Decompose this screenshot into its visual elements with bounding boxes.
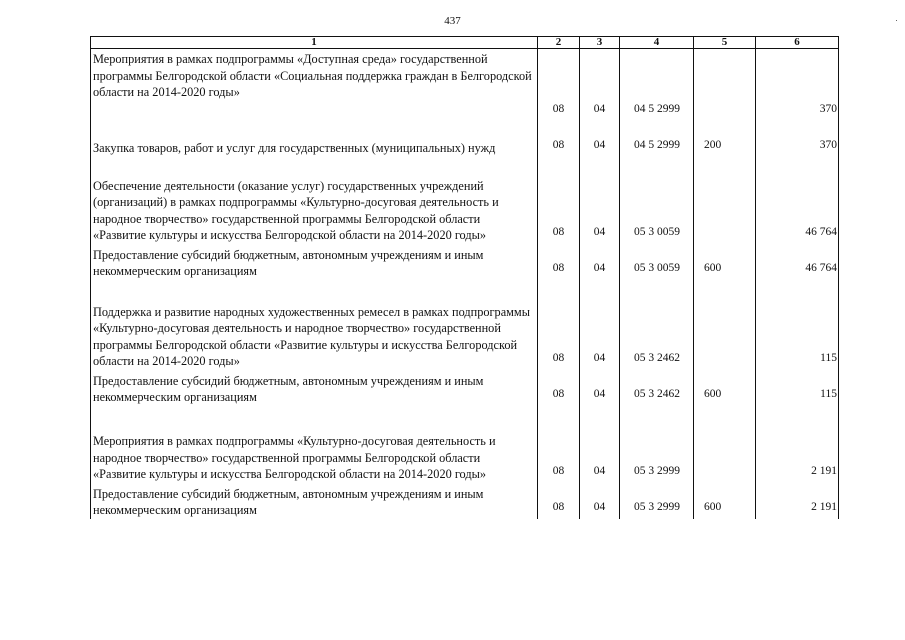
row-section: 08 — [538, 370, 580, 406]
budget-table — [90, 36, 839, 519]
row-expense-type — [694, 157, 756, 244]
header-col-2: 2 — [538, 37, 580, 49]
row-section: 08 — [538, 157, 580, 244]
header-row — [91, 37, 839, 49]
header-col-5: 5 — [694, 37, 756, 49]
row-subsection: 04 — [580, 370, 620, 406]
header-col-1: 1 — [91, 37, 538, 49]
row-amount: 2 191 — [756, 406, 839, 483]
table-row — [91, 406, 839, 483]
table-row — [91, 157, 839, 244]
row-amount: 2 191 — [756, 483, 839, 519]
row-amount: 370 — [756, 49, 839, 121]
table-row — [91, 370, 839, 406]
row-target-item: 05 3 0059 — [620, 244, 694, 280]
header-col-6: 6 — [756, 37, 839, 49]
row-section: 08 — [538, 121, 580, 157]
row-expense-type: 600 — [694, 483, 756, 519]
row-expense-type — [694, 280, 756, 370]
table-row — [91, 483, 839, 519]
row-amount: 46 764 — [756, 157, 839, 244]
row-target-item: 04 5 2999 — [620, 49, 694, 121]
row-subsection: 04 — [580, 406, 620, 483]
row-section: 08 — [538, 280, 580, 370]
row-description: Мероприятия в рамках подпрограммы «Доступная среда» государственной программы Белгородской области «Социальная поддержка граждан в Белгородской области на 2014-2020 годы» — [91, 49, 538, 121]
row-description: Предоставление субсидий бюджетным, автономным учреждениям и иным некоммерческим организациям — [91, 483, 538, 519]
row-section: 08 — [538, 406, 580, 483]
row-target-item: 05 3 2462 — [620, 280, 694, 370]
row-expense-type — [694, 406, 756, 483]
table-row — [91, 121, 839, 157]
row-description: Предоставление субсидий бюджетным, автономным учреждениям и иным некоммерческим организациям — [91, 244, 538, 280]
row-subsection: 04 — [580, 121, 620, 157]
row-expense-type: 600 — [694, 244, 756, 280]
row-target-item: 04 5 2999 — [620, 121, 694, 157]
row-subsection: 04 — [580, 244, 620, 280]
table-row — [91, 280, 839, 370]
row-amount: 115 — [756, 280, 839, 370]
row-expense-type: 600 — [694, 370, 756, 406]
row-description: Мероприятия в рамках подпрограммы «Культурно-досуговая деятельность и народное творчество» государственной программы Белгородской области «Развитие культуры и искусства Белгородской области на 2014-2020 годы» — [91, 406, 538, 483]
row-target-item: 05 3 2462 — [620, 370, 694, 406]
row-target-item: 05 3 0059 — [620, 157, 694, 244]
scan-mark — [896, 20, 897, 21]
row-subsection: 04 — [580, 280, 620, 370]
row-expense-type — [694, 49, 756, 121]
row-target-item: 05 3 2999 — [620, 483, 694, 519]
header-col-3: 3 — [580, 37, 620, 49]
row-section: 08 — [538, 244, 580, 280]
header-col-4: 4 — [620, 37, 694, 49]
page-number: 437 — [444, 15, 461, 27]
row-subsection: 04 — [580, 49, 620, 121]
row-description: Закупка товаров, работ и услуг для государственных (муниципальных) нужд — [91, 121, 538, 157]
row-description: Поддержка и развитие народных художественных ремесел в рамках подпрограммы «Культурно-досуговая деятельность и народное творчество» государственной программы Белгородской области «Развитие культуры и искусства Белгородской области на 2014-2020 годы» — [91, 280, 538, 370]
row-subsection: 04 — [580, 157, 620, 244]
table-row — [91, 49, 839, 121]
row-description: Предоставление субсидий бюджетным, автономным учреждениям и иным некоммерческим организациям — [91, 370, 538, 406]
row-expense-type: 200 — [694, 121, 756, 157]
row-amount: 115 — [756, 370, 839, 406]
row-section: 08 — [538, 49, 580, 121]
row-amount: 46 764 — [756, 244, 839, 280]
row-subsection: 04 — [580, 483, 620, 519]
table-row — [91, 244, 839, 280]
row-section: 08 — [538, 483, 580, 519]
row-description: Обеспечение деятельности (оказание услуг) государственных учреждений (организаций) в рамках подпрограммы «Культурно-досуговая деятельность и народное творчество» государственной программы Белгородской области «Развитие культуры и искусства Белгородской области на 2014-2020 годы» — [91, 157, 538, 244]
row-amount: 370 — [756, 121, 839, 157]
row-target-item: 05 3 2999 — [620, 406, 694, 483]
